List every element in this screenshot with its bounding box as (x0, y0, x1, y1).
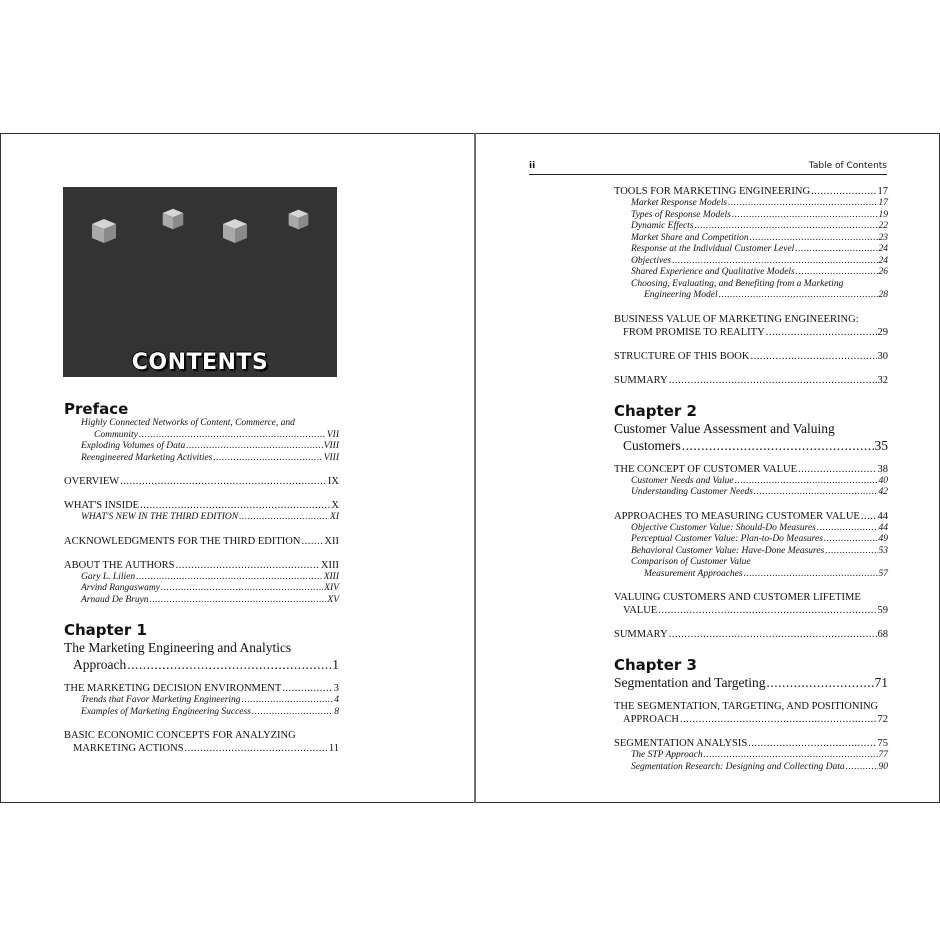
toc-entry-business-value: BUSINESS VALUE OF MARKETING ENGINEERING: FROM PROMISE TO REALITY ..... 29 (614, 313, 888, 339)
toc-subentry: Exploding Volumes of Data ..... VIII (64, 441, 339, 453)
toc-subentry: Customer Needs and Value ..... 40 (614, 476, 888, 488)
toc-entry: THE CONCEPT OF CUSTOMER VALUE ..... 38 (614, 463, 888, 476)
toc-subentry: Arvind Rangaswamy ..... XIV (64, 583, 339, 595)
toc-entry: VALUING CUSTOMERS AND CUSTOMER LIFETIME VALUE ..... 59 (614, 591, 888, 617)
chapter-2-heading: Chapter 2 (614, 401, 697, 420)
chapter-3-heading: Chapter 3 (614, 656, 697, 674)
toc-entry: SEGMENTATION ANALYSIS ..... 75 (614, 737, 888, 750)
toc-subentry: Highly Connected Networks of Content, Commerce, and Community ..... VII (64, 418, 339, 441)
toc-subentry: WHAT'S NEW IN THE THIRD EDITION ..... XI (64, 512, 339, 524)
chapter-3-title: Segmentation and Targeting ..... 71 (614, 674, 888, 691)
toc-subentry: Examples of Marketing Engineering Success ..... 8 (64, 707, 339, 719)
toc-subentry: Objective Customer Value: Should-Do Measures ..... 44 (614, 523, 888, 535)
toc-entry-summary: SUMMARY ..... 32 (614, 374, 888, 387)
toc-entry-overview: OVERVIEW ..... IX (64, 475, 339, 488)
toc-subentry: Choosing, Evaluating, and Benefiting from a Marketing Engineering Model ..... 28 (614, 279, 888, 302)
toc-entry-structure: STRUCTURE OF THIS BOOK ..... 30 (614, 350, 888, 363)
chapter-1-title: The Marketing Engineering and Analytics Approach ..... 1 (64, 639, 339, 673)
chapter-1-heading: Chapter 1 (64, 621, 147, 639)
toc-subentry: Shared Experience and Qualitative Models ..... 26 (614, 267, 888, 279)
toc-subentry: Objectives ..... 24 (614, 256, 888, 268)
toc-subentry: Gary L. Lilien ..... XIII (64, 572, 339, 584)
contents-banner (63, 187, 337, 377)
toc-subentry: Segmentation Research: Designing and Collecting Data ..... 90 (614, 762, 888, 774)
page-number: ii (529, 161, 536, 171)
cube-icon (161, 207, 185, 231)
toc-entry-whats-inside: WHAT'S INSIDE ..... X (64, 499, 339, 512)
toc-subentry: Dynamic Effects ..... 22 (614, 221, 888, 233)
toc-subentry: Reengineered Marketing Activities ..... VIII (64, 453, 339, 465)
toc-subentry: Perceptual Customer Value: Plan-to-Do Measures ..... 49 (614, 534, 888, 546)
preface-heading: Preface (64, 400, 129, 418)
toc-subentry: Response at the Individual Customer Level ..... 24 (614, 244, 888, 256)
toc-entry: THE MARKETING DECISION ENVIRONMENT ..... 3 (64, 682, 339, 695)
left-page (0, 133, 474, 803)
toc-subentry: Arnaud De Bruyn ..... XV (64, 595, 339, 607)
contents-title: CONTENTS (131, 350, 269, 375)
cube-icon (90, 217, 118, 245)
toc-left-column (64, 401, 339, 755)
toc-entry-summary: SUMMARY ..... 68 (614, 628, 888, 641)
toc-entry: BASIC ECONOMIC CONCEPTS FOR ANALYZING MARKETING ACTIONS ..... 11 (64, 729, 339, 755)
cube-icon (287, 208, 310, 231)
toc-entry: APPROACHES TO MEASURING CUSTOMER VALUE ..... 44 (614, 510, 888, 523)
toc-subentry: Trends that Favor Marketing Engineering ..... 4 (64, 695, 339, 707)
toc-subentry: Types of Response Models ..... 19 (614, 210, 888, 222)
toc-entry-acknowledgments: ACKNOWLEDGMENTS FOR THE THIRD EDITION ..... XII (64, 535, 339, 548)
cube-icon (221, 217, 249, 245)
toc-subentry: Understanding Customer Needs ..... 42 (614, 487, 888, 499)
running-header (529, 161, 887, 175)
running-head-title: Table of Contents (808, 161, 887, 171)
toc-subentry: Market Share and Competition ..... 23 (614, 233, 888, 245)
toc-subentry: Behavioral Customer Value: Have-Done Measures ..... 53 (614, 546, 888, 558)
toc-entry-tools: TOOLS FOR MARKETING ENGINEERING ..... 17 (614, 185, 888, 198)
toc-subentry: Comparison of Customer Value Measurement Approaches ..... 57 (614, 557, 888, 580)
toc-entry: THE SEGMENTATION, TARGETING, AND POSITIONING APPROACH ..... 72 (614, 700, 888, 726)
toc-subentry: The STP Approach ..... 77 (614, 750, 888, 762)
toc-right-column (614, 185, 888, 773)
toc-subentry: Market Response Models ..... 17 (614, 198, 888, 210)
toc-entry-about-authors: ABOUT THE AUTHORS ..... XIII (64, 559, 339, 572)
chapter-2-title: Customer Value Assessment and Valuing Customers ..... 35 (614, 420, 888, 454)
